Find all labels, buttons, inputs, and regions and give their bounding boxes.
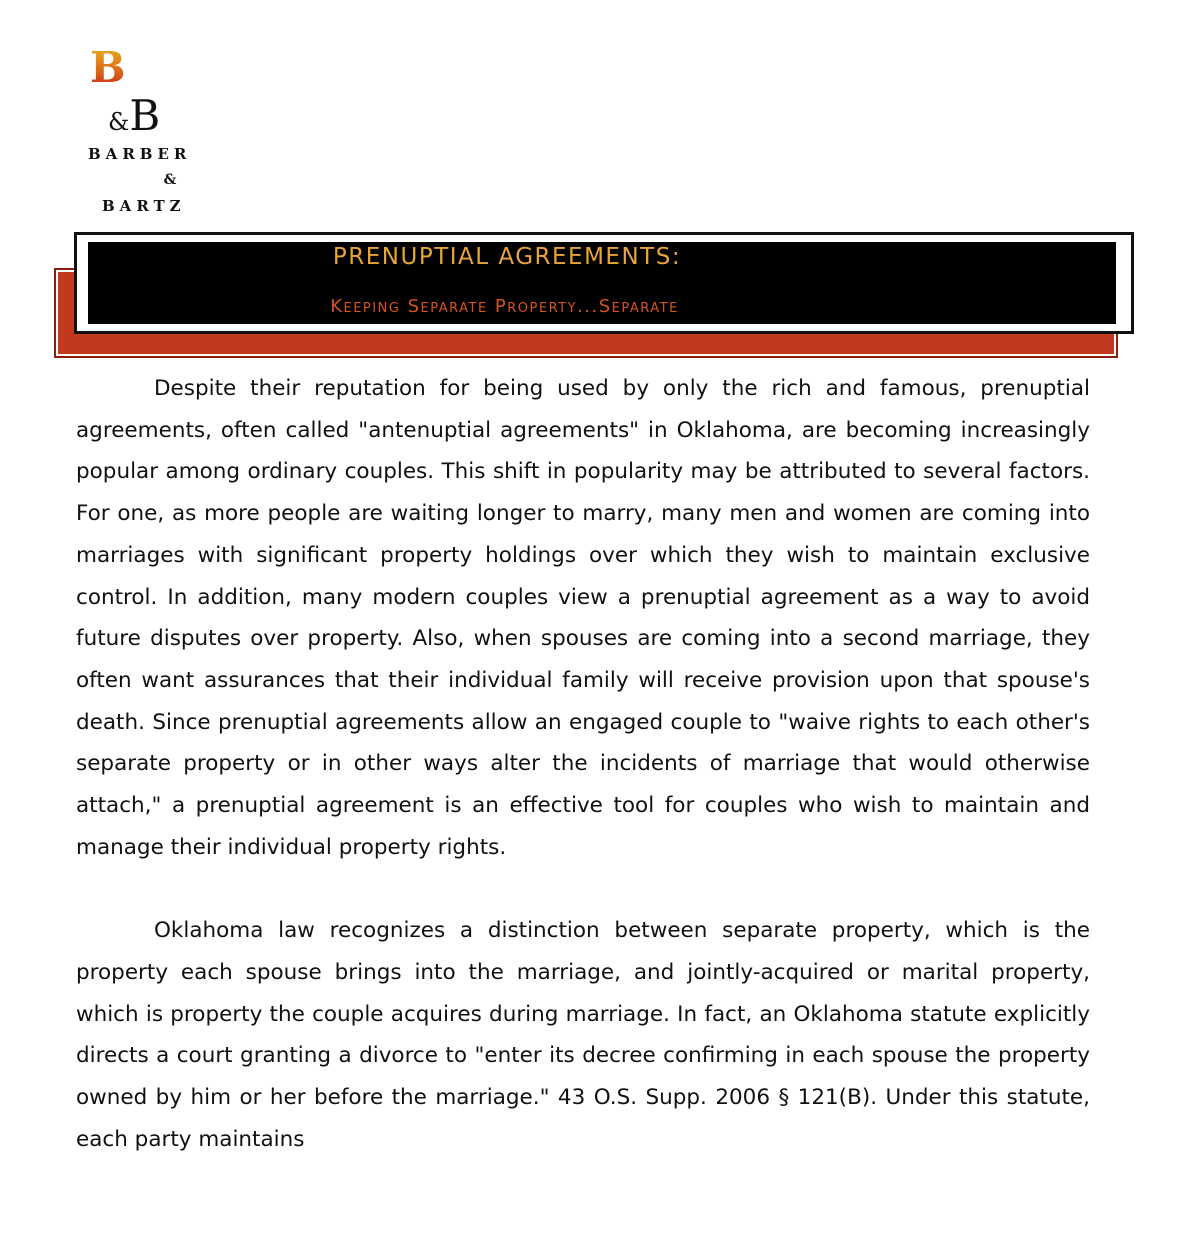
paragraph-1: Despite their reputation for being used by only the rich and famous, prenuptial agreements, often called "antenuptial agreements" in Oklahoma, are becoming increasingly popular among ordinary couples. This shift in popularity may be attributed to several factors. For one, as more people are waiting longer to marry, many men and women are coming into marriages with significant property holdings over which they wish to maintain exclusive control. In addition, many modern couples view a prenuptial agreement as a way to avoid future disputes over property. Also, when spouses are coming into a second marriage, they often want assurances that their individual family will receive provision upon that spouse's death. Since prenuptial agreements allow an engaged couple to "waive rights to each other's separate property or in other ways alter the incidents of marriage that would otherwise attach," a prenuptial agreement is an effective tool for couples who wish to maintain and manage their individual property rights. bbox=[76, 376, 1090, 860]
document-body bbox=[76, 368, 1090, 1160]
firm-logo bbox=[80, 44, 240, 224]
logo-ampersand: & bbox=[108, 108, 130, 136]
logo-name-ampersand: & bbox=[163, 172, 177, 188]
logo-amp-b2 bbox=[108, 92, 160, 146]
logo-name-bartz: BARTZ bbox=[102, 197, 186, 215]
logo-letter-b2: B bbox=[129, 91, 161, 140]
logo-letter-b1: B bbox=[90, 43, 126, 92]
paragraph-2: Oklahoma law recognizes a distinction between separate property, which is the property each spouse brings into the marriage, and jointly-acquired or marital property, which is property the couple acquires during marriage. In fact, an Oklahoma statute explicitly directs a court granting a divorce to "enter its decree confirming in each spouse the property owned by him or her before the marriage." 43 O.S. Supp. 2006 § 121(B). Under this statute, each party maintains bbox=[76, 918, 1090, 1152]
logo-name-barber: BARBER bbox=[88, 145, 192, 163]
document-subtitle: Keeping Separate Property...Separate bbox=[330, 296, 679, 317]
document-title: PRENUPTIAL AGREEMENTS: bbox=[332, 244, 682, 270]
